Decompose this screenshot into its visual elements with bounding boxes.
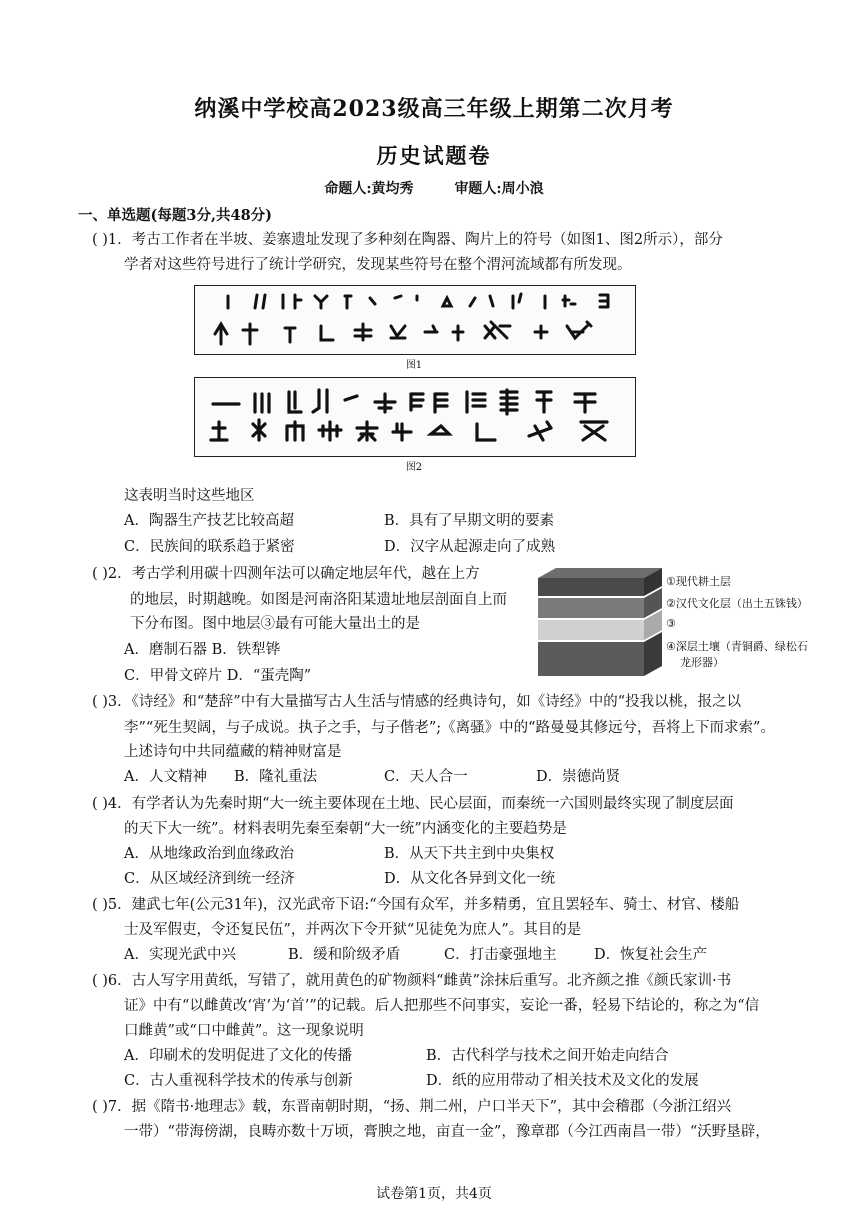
strata-layer-2: ②汉代文化层（出土五铢钱） (666, 597, 808, 610)
authors (0, 178, 868, 198)
q5-line1: ( )5．建武七年(公元31年)，汉光武帝下诏:“今国有众军，并多精勇，宜且罢轻车、骑士、材官、楼船 (92, 897, 740, 913)
q5-option-a: A．实现光武中兴 (124, 947, 236, 963)
q3-option-a: A．人文精神 (124, 769, 207, 785)
q2-options-cd: C．甲骨文碎片 D．“蛋壳陶” (124, 668, 312, 684)
figure-2-symbols (195, 378, 635, 456)
q2-options-ab: A．磨制石器 B．铁犁铧 (124, 642, 281, 658)
figure-1-label: 图1 (405, 360, 423, 371)
exam-title: 纳溪中学校高2023级高三年级上期第二次月考 (194, 96, 674, 122)
q3-option-c: C．天人合一 (384, 769, 468, 785)
q5-option-c: C．打击豪强地主 (444, 947, 557, 963)
q6-line1: ( )6．古人写字用黄纸，写错了，就用黄色的矿物颜料“雌黄”涂抹后重写。北齐颜之推《颜氏家训·书 (92, 973, 732, 989)
q2-line1: ( )2．考古学利用碳十四测年法可以确定地层年代，越在上方 (92, 566, 480, 582)
q6-line3: 口雌黄”或“口中雌黄”。这一现象说明 (124, 1023, 364, 1039)
q1-option-d: D．汉字从起源走向了成熟 (384, 539, 556, 555)
q4-line1: ( )4．有学者认为先秦时期“大一统主要体现在土地、民心层面，而秦统一六国则最终实现了制度层面 (92, 796, 734, 812)
q2-line2: 的地层，时期越晚。如图是河南洛阳某遗址地层剖面自上而 (130, 592, 507, 608)
q6-option-c: C．古人重视科学技术的传承与创新 (124, 1073, 353, 1089)
figure-1 (194, 285, 636, 355)
q5-option-b: B．缓和阶级矛盾 (288, 947, 401, 963)
q3-option-d: D．崇德尚贤 (536, 769, 621, 785)
strata-diagram (538, 568, 662, 682)
section-heading: 一、单选题(每题3分,共48分) (78, 207, 273, 224)
q1-option-a: A．陶器生产技艺比较高超 (124, 513, 294, 529)
q1-line1: ( )1．考古工作者在半坡、姜寨遗址发现了多种刻在陶器、陶片上的符号（如图1、图2所示），部分 (92, 232, 723, 248)
page-footer: 试卷第1页，共4页 (376, 1186, 492, 1202)
figure-1-symbols (195, 286, 635, 354)
q3-line3: 上述诗句中共同蕴藏的精神财富是 (124, 744, 342, 760)
q1-option-b: B．具有了早期文明的要素 (384, 513, 555, 529)
q4-option-a: A．从地缘政治到血缘政治 (124, 846, 294, 862)
q4-option-d: D．从文化各异到文化一统 (384, 871, 556, 887)
figure-2-label: 图2 (405, 462, 423, 473)
q4-line2: 的天下大一统”。材料表明先秦至秦朝“大一统”内涵变化的主要趋势是 (124, 821, 567, 837)
q6-option-b: B．古代科学与技术之间开始走向结合 (426, 1048, 669, 1064)
q3-option-b: B．隆礼重法 (234, 769, 318, 785)
strata-layer-1: ①现代耕土层 (666, 575, 731, 588)
q4-option-c: C．从区域经济到统一经济 (124, 871, 295, 887)
q1-option-c: C．民族间的联系趋于紧密 (124, 539, 295, 555)
q2-line3: 下分布图。图中地层③最有可能大量出土的是 (130, 616, 420, 632)
figure-2 (194, 377, 636, 457)
q7-line2: 一带）“带海傍湖，良畴亦数十万顷，膏腴之地，亩直一金”，豫章郡（今江西南昌一带）“沃野垦辟， (124, 1124, 770, 1140)
q3-line1: ( )3．《诗经》和“楚辞”中有大量描写古人生活与情感的经典诗句，如《诗经》中的“投我以桃，报之以 (92, 694, 742, 710)
q7-line1: ( )7．据《隋书·地理志》载，东晋南朝时期，“扬、荆二州，户口半天下”，其中会稽郡（今浙江绍兴 (92, 1099, 732, 1115)
strata-layer-4a: ④深层土壤（青铜爵、绿松石 (666, 640, 808, 653)
q1-stem: 这表明当时这些地区 (124, 488, 255, 504)
reviewer: 审题人:周小浪 (454, 181, 544, 197)
strata-layer-3: ③ (666, 617, 676, 630)
strata-layer-4b: 龙形器） (680, 656, 724, 669)
q6-option-d: D．纸的应用带动了相关技术及文化的发展 (426, 1073, 699, 1089)
q6-option-a: A．印刷术的发明促进了文化的传播 (124, 1048, 352, 1064)
exam-subtitle: 历史试题卷 (376, 143, 492, 168)
q5-option-d: D．恢复社会生产 (594, 947, 708, 963)
author: 命题人:黄均秀 (324, 181, 414, 197)
q4-option-b: B．从天下共主到中央集权 (384, 846, 555, 862)
q5-line2: 士及军假吏，令还复民伍”，并两次下令开狱“见徒免为庶人”。其目的是 (124, 922, 582, 938)
q1-line2: 学者对这些符号进行了统计学研究，发现某些符号在整个渭河流域都有所发现。 (124, 257, 632, 273)
q3-line2: 李”“死生契阔，与子成说。执子之手，与子偕老”;《离骚》中的“路曼曼其修远兮，吾将上下而求索”。 (124, 720, 775, 736)
q6-line2: 证》中有“以雌黄改‘宵’为‘首’”的记载。后人把那些不问事实，妄论一番，轻易下结论的，称之为“信 (124, 998, 760, 1014)
